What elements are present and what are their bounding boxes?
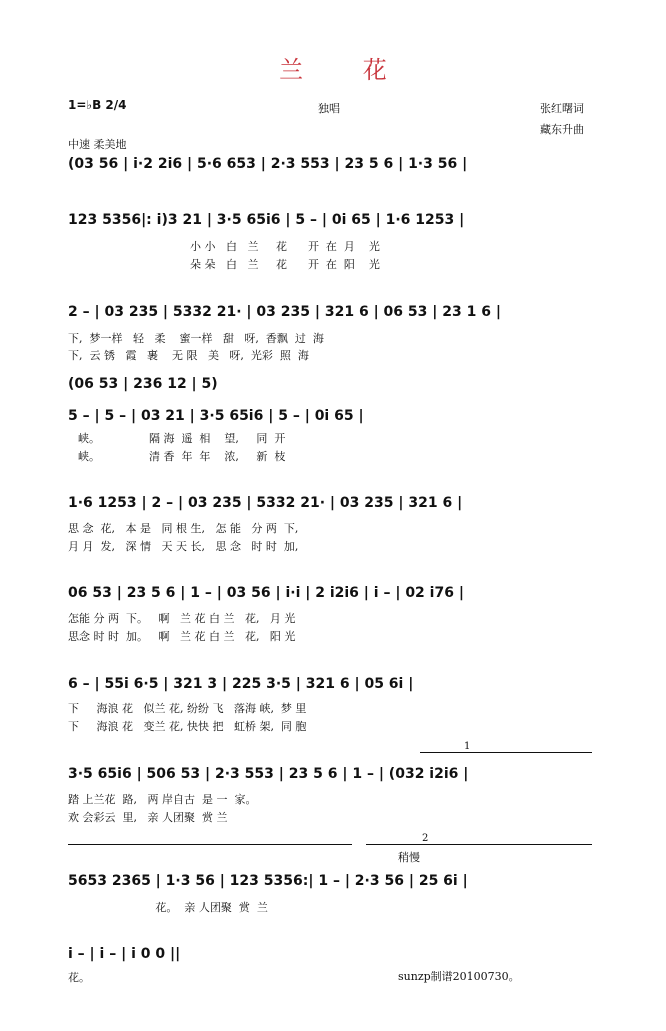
key-signature: 1=♭B 2/4 [68, 98, 127, 112]
lyric-line-10: 花。 亲 人团聚 赏 兰 [68, 901, 268, 914]
lyric-line-3b: 下, 云 锈 霞 裹 无 限 美 呀, 光彩 照 海 [68, 349, 309, 362]
first-ending-number: 1 [464, 741, 471, 752]
score-row-3: 2 – | 03 235 | 5332 21· | 03 235 | 321 6 | 06 53 | 23 1 6 | [68, 304, 501, 320]
lyric-line-9b: 欢 会彩云 里, 亲 人团聚 赏 兰 [68, 811, 228, 824]
second-ending-bracket [366, 833, 592, 845]
score-row-5: 5 – | 5 – | 03 21 | 3·5 65i6 | 5 – | 0i 65 | [68, 408, 364, 424]
lyric-line-8b: 下 海浪 花 变兰 花, 快快 把 虹桥 架, 同 胞 [68, 720, 307, 733]
tempo-slow-marking: 稍慢 [398, 851, 420, 864]
lyric-line-7b: 思念 时 时 加。 啊 兰 花 白 兰 花, 阳 光 [68, 630, 296, 643]
repeat-line [68, 844, 352, 845]
second-ending-number: 2 [422, 833, 429, 844]
lyric-line-6a: 思 念 花, 本 是 同 根 生, 怎 能 分 两 下, [68, 522, 299, 535]
score-row-7: 06 53 | 23 5 6 | 1 – | 03 56 | i·i | 2 i2i6 | i – | 02 i76 | [68, 585, 464, 601]
lyric-line-6b: 月 月 发, 深 情 天 天 长, 思 念 时 时 加, [68, 540, 299, 553]
score-row-8: 6 – | 55i 6·5 | 321 3 | 225 3·5 | 321 6 | 05 6i | [68, 676, 414, 692]
lyric-line-9a: 踏 上兰花 路, 两 岸自古 是 一 家。 [68, 793, 257, 806]
performance-type: 独唱 [318, 102, 340, 115]
composer: 藏东升曲 [540, 123, 584, 136]
tempo-marking: 中速 柔美地 [68, 138, 127, 151]
lyric-line-7a: 怎能 分 两 下。 啊 兰 花 白 兰 花, 月 光 [68, 612, 296, 625]
score-row-9: 3·5 65i6 | 506 53 | 2·3 553 | 23 5 6 | 1 – | (032 i2i6 | [68, 766, 469, 782]
score-row-11: i – | i – | i 0 0 || [68, 946, 181, 962]
lyric-line-5b: 峡。 清 香 年 年 浓, 新 枝 [78, 450, 286, 463]
lyric-line-8a: 下 海浪 花 似兰 花, 纷纷 飞 落海 峡, 梦 里 [68, 702, 307, 715]
lyric-line-3a: 下, 梦一样 轻 柔 蜜一样 甜 呀, 香飘 过 海 [68, 332, 324, 345]
score-row-2: 123 5356|: i)3 21 | 3·5 65i6 | 5 – | 0i 65 | 1·6 1253 | [68, 212, 465, 228]
score-row-4: (06 53 | 236 12 | 5) [68, 376, 218, 392]
lyric-line-11: 花。 [68, 971, 90, 984]
page-title: 兰 花 [279, 56, 413, 84]
footer-credit: sunzp制谱20100730。 [398, 970, 520, 983]
lyricist: 张红曙词 [540, 102, 584, 115]
score-row-1: (03 56 | i·2 2i6 | 5·6 653 | 2·3 553 | 23 5 6 | 1·3 56 | [68, 156, 468, 172]
lyric-line-2a: 小 小 白 兰 花 开 在 月 光 [190, 240, 380, 253]
lyric-line-5a: 峡。 隔 海 遥 相 望, 同 开 [78, 432, 286, 445]
score-row-10: 5653 2365 | 1·3 56 | 123 5356:| 1 – | 2·3 56 | 25 6i | [68, 873, 468, 889]
score-row-6: 1·6 1253 | 2 – | 03 235 | 5332 21· | 03 235 | 321 6 | [68, 495, 463, 511]
first-ending-bracket [420, 741, 592, 753]
lyric-line-2b: 朵 朵 白 兰 花 开 在 阳 光 [190, 258, 380, 271]
